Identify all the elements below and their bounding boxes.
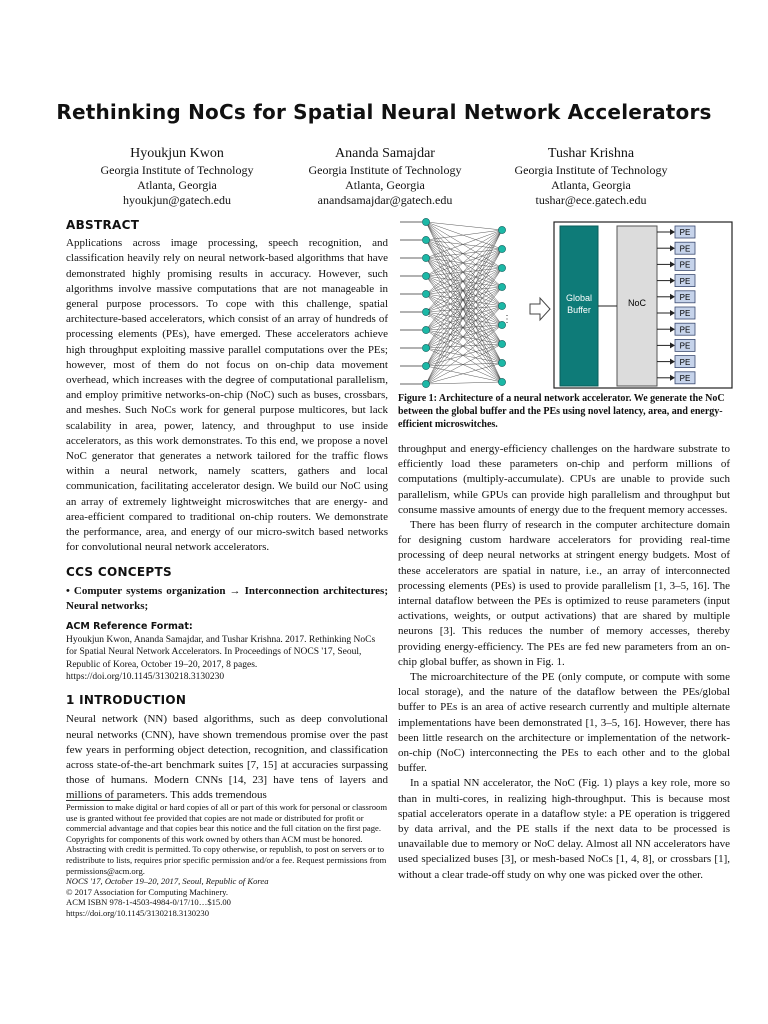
network-edge [426,312,502,325]
output-neuron [498,245,505,252]
reference-heading: ACM Reference Format: [66,621,193,633]
input-neuron [422,254,429,261]
network-edge [426,287,502,330]
abstract-heading: ABSTRACT [66,218,140,232]
doi-text[interactable]: https://doi.org/10.1145/3130218.3130230 [66,907,209,918]
author-affiliation: Georgia Institute of Technology [100,163,254,177]
author-name: Tushar Krishna [547,146,635,161]
author-name: Ananda Samajdar [335,146,435,161]
author-email[interactable]: hyoukjun@gatech.edu [122,193,232,207]
network-edge [426,348,502,382]
copyright-text: © 2017 Association for Computing Machinery. [66,886,229,897]
pe-label: PE [679,357,691,367]
output-neuron [498,359,505,366]
figure-caption: Figure 1: Architecture of a neural network accelerator. We generate the NoC between the global buffer and the PEs using novel latency, area, and energy-efficient microswitches. [398,393,725,430]
right-paragraph-2: There has been flurry of research in the computer architecture domain for designing custom hardware accelerators for providing real-time processing of deep neural networks at stringent energy budgets. Most of these accelerators are spatial in nature, i.e., an array of interconnected processing elements (PEs) is used to provide parallelism [1, 3–5, 16]. The internal dataflow between the PEs is optimized to reuse parameters (input activations, weights, or output activations) that are shared by multiple neurons [3]. This reduces the number of memory accesses, thereby providing energy-efficiency. The PEs are fed new parameters from an on-chip global buffer, as shown in Fig. 1. [398,519,730,668]
left-column [66,218,388,804]
network-edge [426,230,502,294]
network-edge [426,325,502,384]
intro-text: Neural network (NN) based algorithms, such as deep convolutional neural networks (CNN), have shown tremendous promise over the past few years in performing object detection, recognition, and classification across state-of-the-art benchmark suites [7, 15] at accuracies surpassing those of humans. Modern CNNs [14, 23] have tens of layers and millions of parameters. This adds tremendous [66,713,388,802]
pe-label: PE [679,374,691,383]
output-neuron [498,264,505,271]
reference-text: Hyoukjun Kwon, Ananda Samajdar, and Tushar Krishna. 2017. Rethinking NoCs for Spatial Neural Network Accelerators. In Proceedings of NOCS '17, Seoul, Republic of Korea, October 19–20, 2017, 8 pages. https://doi.org/10.1145/3130218.3130230 [66,635,376,682]
pe-label: PE [679,325,691,335]
author-location: Atlanta, Georgia [345,178,425,192]
pe-label: PE [679,293,691,302]
global-buffer-label-2: Buffer [567,305,591,315]
right-paragraph-4: In a spatial NN accelerator, the NoC (Fig. 1) plays a key role, more so than in multi-cores, in realizing high-throughput. This is because most spatial accelerators operate in a dataflow style: a PE operation is triggered by data arrival, and the PE stalls if the next data to be processed is unavailable due to memory or NoC delay. Almost all NN accelerators have used specialized buses [3], or mesh-based NoCs [1, 4, 8], or crossbars [1], without a clear trade-off study on why one was picked over the other. [398,777,730,881]
pe-label: PE [679,260,691,270]
input-neuron [422,218,429,225]
network-edge [426,382,502,384]
network-edge [426,330,502,363]
output-neuron [498,302,505,309]
input-neuron [422,272,429,279]
pe-label: PE [679,228,691,238]
ellipsis-left: ⋮ [424,308,434,319]
global-buffer-label-1: Global [565,293,593,303]
ellipsis-right: ⋮ [502,314,512,325]
pe-label: PE [679,341,691,351]
input-neuron [422,326,429,333]
input-neuron [422,290,429,297]
abstract-text: Applications across image processing, speech recognition, and classification heavily rely on neural network-based algorithms that have demonstrated highly promising results in accuracy. However, such algorithms involve massive computations that are not manageable in general purpose processors. To cope with this challenge, spatial architecture-based accelerators, which consist of an array of hundreds of processing elements (PEs), have emerged. These accelerators achieve high throughput exploiting massive parallel computations over the PEs; however, most of them do not focus on on-chip data movement overhead, which increases with the degree of computational parallelism, and employ primitive networks-on-chip (NoC) such as buses, crossbars, and meshes. Such NoCs work for general purpose multicores, but lack scalability in area, power, latency, and throughput to use inside accelerators, as this work demonstrates. To this end, we propose a novel NoC generator that generates a network tailored for the traffic flows within a neural network, namely scatters, gathers and local communication, facilitating accelerator design. We build our NoC using an array of extremely lightweight microswitches that are energy- and area-efficient compared to traditional on-chip routers. We demonstrate the performance, area, and energy of our micro-switch based networks for convolutional neural network accelerators. [66,237,388,554]
author-1 [62,146,292,208]
output-neuron [498,378,505,385]
paper-title: Rethinking NoCs for Spatial Neural Network Accelerators [56,100,712,124]
network-edge [426,363,502,384]
author-email[interactable]: tushar@ece.gatech.edu [535,193,647,207]
figure-1-architecture [398,212,738,392]
network-edges [400,222,502,384]
right-column [398,442,730,883]
author-affiliation: Georgia Institute of Technology [308,163,462,177]
input-neuron [422,362,429,369]
noc-label: NoC [627,298,647,308]
input-neuron [422,344,429,351]
output-neuron [498,226,505,233]
venue-text: NOCS '17, October 19–20, 2017, Seoul, Republic of Korea [66,876,269,887]
intro-heading: 1 INTRODUCTION [66,693,187,708]
right-paragraph-3: The microarchitecture of the PE (only compute, or compute with some local storage), and the nature of the dataflow between the PEs/global buffer to PEs is an area of active research currently and multiple alternate implementations have been demonstrated [1, 3–5, 16]. However, there has been little research on the architecture or implementation of the network-on-chip (NoC) interconnecting the PEs to each other and to the global buffer. [398,671,730,775]
author-affiliation: Georgia Institute of Technology [514,163,668,177]
author-name: Hyoukjun Kwon [130,146,224,161]
right-paragraph-1: throughput and energy-efficiency challenges on the hardware substrate to efficiently load these parameters on-chip and perform millions of computations (multiply-accumulate). CPUs are unable to provide such parallelism, while GPUs can provide high parallelism and throughput but consume massive amounts of energy due to the frequent memory accesses. [398,443,730,516]
output-neuron [498,340,505,347]
footnote-rule [66,800,121,801]
arrow-icon [530,298,550,320]
ccs-heading: CCS CONCEPTS [66,565,172,580]
author-3 [476,146,706,208]
input-neuron [422,236,429,243]
author-email[interactable]: anandsamajdar@gatech.edu [317,193,453,207]
ccs-text: • Computer systems organization → Interconnection architectures; Neural networks; [66,584,388,612]
input-neuron [422,380,429,387]
author-location: Atlanta, Georgia [137,178,217,192]
pe-label: PE [679,309,691,319]
permission-text: Permission to make digital or hard copies of all or part of this work for personal or classroom use is granted without fee provided that copies are not made or distributed for profit or commercial advantage and that copies bear this notice and the full citation on the first page. Copyrights for components of this work owned by others than ACM must be honored. Abstracting with credit is permitted. To copy otherwise, or republish, to post on servers or to redistribute to lists, requires prior specific permission and/or a fee. Request permissions from permissions@acm.org. [66,802,387,876]
pe-label: PE [679,244,691,254]
output-neuron [498,283,505,290]
pe-label: PE [679,276,691,286]
author-2 [270,146,500,208]
isbn-text: ACM ISBN 978-1-4503-4984-0/17/10…$15.00 [66,897,231,908]
author-location: Atlanta, Georgia [551,178,631,192]
permission-block [66,802,388,919]
